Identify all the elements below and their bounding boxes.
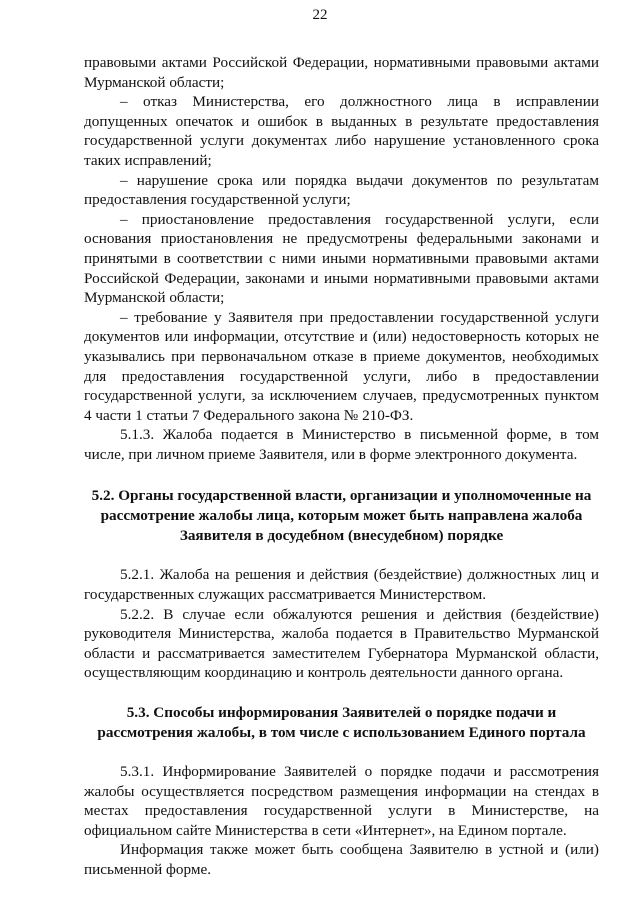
paragraph-continuation: правовыми актами Российской Федерации, нормативными правовыми актами Мурманской области;	[84, 54, 599, 91]
paragraph-5-3-info: Информация также может быть сообщена Заявителю в устной и (или) письменной форме.	[84, 841, 599, 878]
list-item: – приостановление предоставления государственной услуги, если основания приостановления не предусмотрены федеральными законами и принятыми в соответствии с ними иными нормативными правовыми актами Российской Федерации, законами и иными нормативными правовыми актами Мурманской области;	[84, 210, 599, 307]
page-number: 22	[312, 7, 328, 23]
list-item: – отказ Министерства, его должностного лица в исправлении допущенных опечаток и ошибок в выданных в результате предоставления государственной услуги документах либо нарушение установленного срока таких исправлений;	[84, 93, 599, 169]
paragraph-5-3-1: 5.3.1. Информирование Заявителей о порядке подачи и рассмотрения жалобы осуществляется посредством размещения информации на стендах в местах предоставления государственной услуги в Министерстве, на официальном сайте Министерства в сети «Интернет», на Едином портале.	[84, 763, 599, 839]
section-heading-5-2: 5.2. Органы государственной власти, организации и уполномоченные на рассмотрение жалобы лица, которым может быть направлена жалоба Заявителя в досудебном (внесудебном) порядке	[91, 487, 592, 545]
list-item: – нарушение срока или порядка выдачи документов по результатам предоставления государственной услуги;	[84, 171, 599, 209]
document-body	[84, 53, 599, 880]
section-heading-5-3: 5.3. Способы информирования Заявителей о порядке подачи и рассмотрения жалобы, в том числе с использованием Единого портала	[97, 704, 586, 742]
paragraph-5-1-3: 5.1.3. Жалоба подается в Министерство в письменной форме, в том числе, при личном приеме Заявителя, или в форме электронного документа.	[84, 426, 599, 463]
paragraph-5-2-2: 5.2.2. В случае если обжалуются решения и действия (бездействие) руководителя Министерства, жалоба подается в Правительство Мурманской области и рассматривается заместителем Губернатора Мурманской области, осуществляющим координацию и контроль деятельности данного органа.	[84, 605, 599, 682]
paragraph-5-2-1: 5.2.1. Жалоба на решения и действия (бездействие) должностных лиц и государственных служащих рассматривается Министерством.	[84, 566, 599, 604]
list-item: – требование у Заявителя при предоставлении государственной услуги документов или информации, отсутствие и (или) недостоверность которых не указывались при первоначальном отказе в приеме документов, необходимых для предоставления государственной услуги, либо в предоставлении государственной услуги, за исключением случаев, предусмотренных пунктом 4 части 1 статьи 7 Федерального закона № 210-ФЗ.	[84, 308, 599, 424]
